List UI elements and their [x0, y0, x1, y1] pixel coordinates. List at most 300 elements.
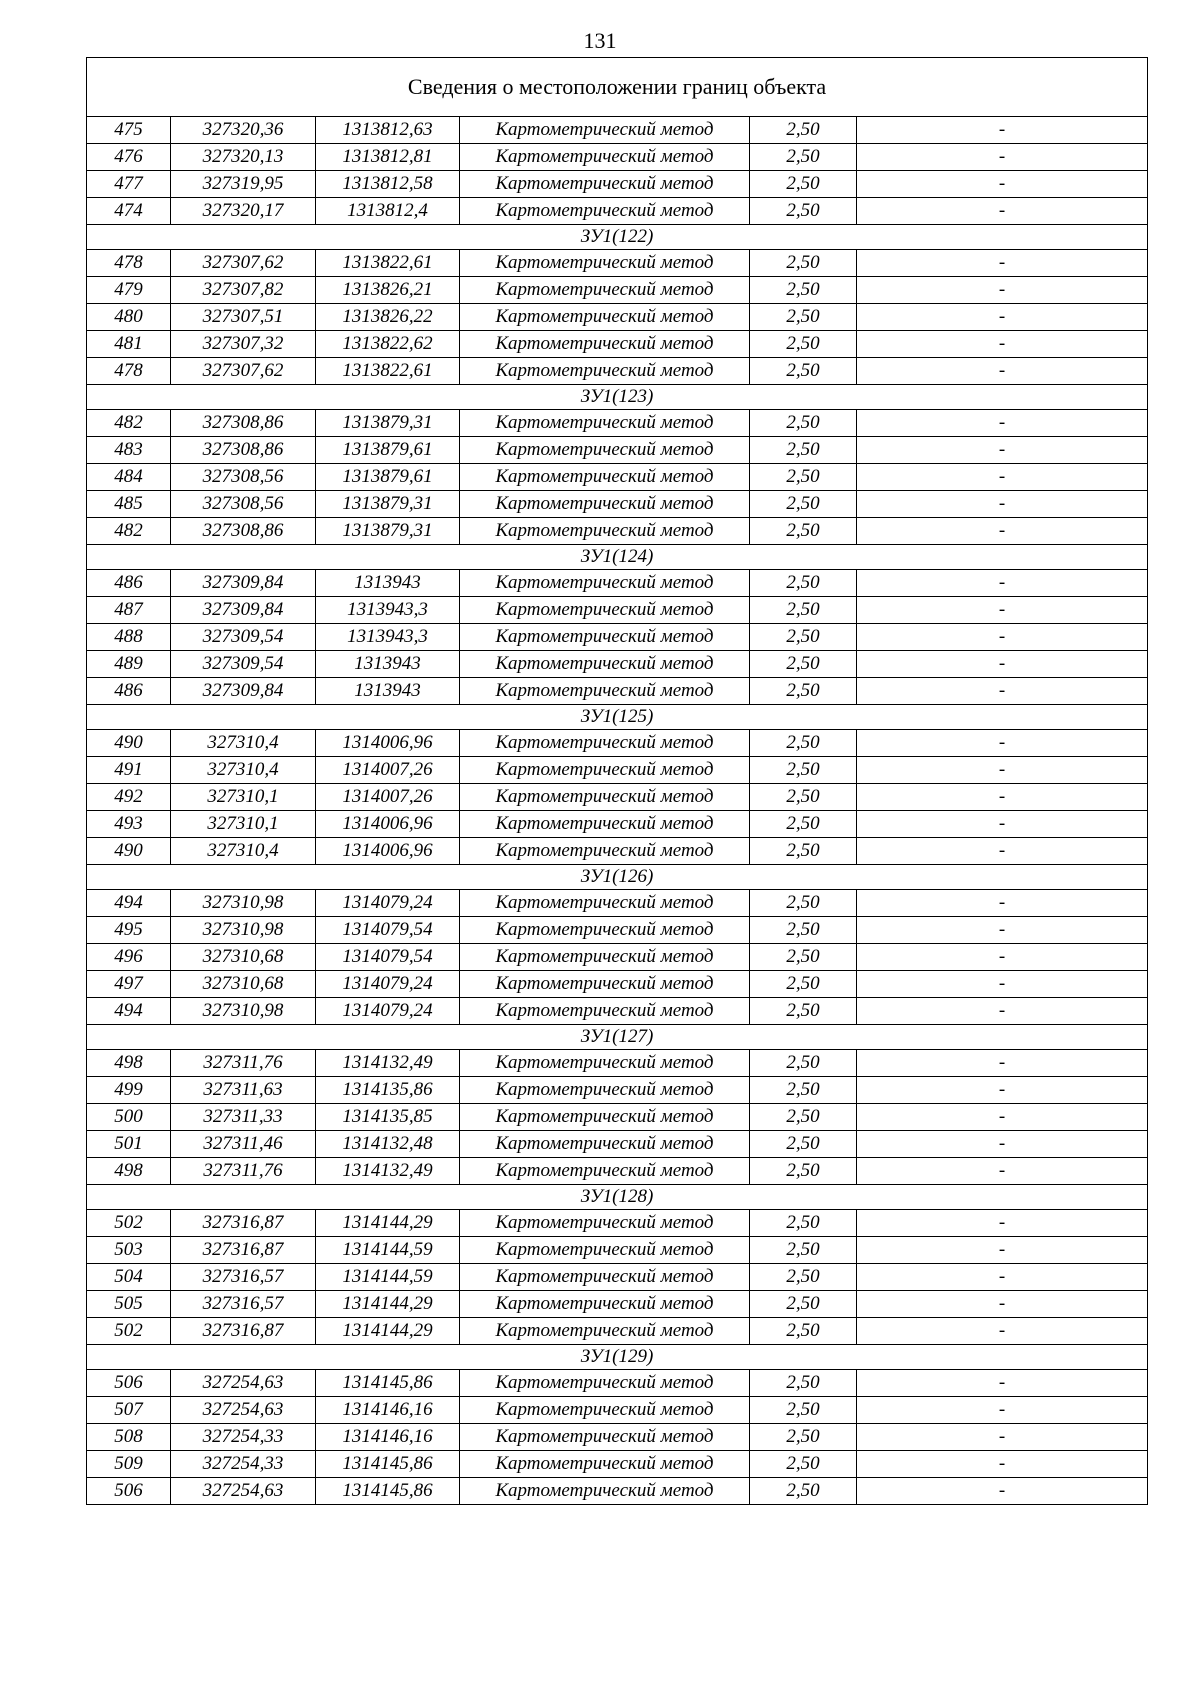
- accuracy-cell: 2,50: [750, 437, 857, 464]
- y-coordinate-cell: 1313822,62: [316, 331, 460, 358]
- section-label: ЗУ1(127): [87, 1025, 1148, 1050]
- method-cell: Картометрический метод: [460, 1264, 750, 1291]
- method-cell: Картометрический метод: [460, 944, 750, 971]
- accuracy-cell: 2,50: [750, 971, 857, 998]
- table-row: [87, 1478, 1148, 1505]
- description-cell: -: [857, 1077, 1148, 1104]
- y-coordinate-cell: 1314145,86: [316, 1451, 460, 1478]
- y-coordinate-cell: 1313943: [316, 678, 460, 705]
- section-label: ЗУ1(123): [87, 385, 1148, 410]
- point-number-cell: 502: [87, 1210, 171, 1237]
- y-coordinate-cell: 1314135,85: [316, 1104, 460, 1131]
- y-coordinate-cell: 1313943: [316, 570, 460, 597]
- accuracy-cell: 2,50: [750, 1264, 857, 1291]
- point-number-cell: 507: [87, 1397, 171, 1424]
- y-coordinate-cell: 1314079,54: [316, 944, 460, 971]
- method-cell: Картометрический метод: [460, 1478, 750, 1505]
- y-coordinate-cell: 1313879,61: [316, 464, 460, 491]
- table-row: [87, 651, 1148, 678]
- y-coordinate-cell: 1314006,96: [316, 730, 460, 757]
- accuracy-cell: 2,50: [750, 304, 857, 331]
- boundary-coordinates-table: [86, 57, 1148, 1505]
- table-row: [87, 624, 1148, 651]
- point-number-cell: 478: [87, 358, 171, 385]
- table-row: [87, 304, 1148, 331]
- table-row: [87, 1104, 1148, 1131]
- x-coordinate-cell: 327310,98: [171, 890, 316, 917]
- point-number-cell: 477: [87, 171, 171, 198]
- point-number-cell: 487: [87, 597, 171, 624]
- method-cell: Картометрический метод: [460, 144, 750, 171]
- accuracy-cell: 2,50: [750, 491, 857, 518]
- section-label: ЗУ1(129): [87, 1345, 1148, 1370]
- point-number-cell: 506: [87, 1478, 171, 1505]
- point-number-cell: 485: [87, 491, 171, 518]
- section-label: ЗУ1(128): [87, 1185, 1148, 1210]
- y-coordinate-cell: 1313879,61: [316, 437, 460, 464]
- point-number-cell: 475: [87, 117, 171, 144]
- description-cell: -: [857, 1104, 1148, 1131]
- description-cell: -: [857, 198, 1148, 225]
- description-cell: -: [857, 1318, 1148, 1345]
- method-cell: Картометрический метод: [460, 678, 750, 705]
- method-cell: Картометрический метод: [460, 1050, 750, 1077]
- y-coordinate-cell: 1314144,59: [316, 1264, 460, 1291]
- description-cell: -: [857, 491, 1148, 518]
- method-cell: Картометрический метод: [460, 624, 750, 651]
- description-cell: -: [857, 1424, 1148, 1451]
- y-coordinate-cell: 1314007,26: [316, 757, 460, 784]
- section-header-row: [87, 705, 1148, 730]
- description-cell: -: [857, 651, 1148, 678]
- description-cell: -: [857, 784, 1148, 811]
- y-coordinate-cell: 1314146,16: [316, 1424, 460, 1451]
- table-title-row: [87, 58, 1148, 117]
- point-number-cell: 501: [87, 1131, 171, 1158]
- x-coordinate-cell: 327310,68: [171, 971, 316, 998]
- table-row: [87, 1264, 1148, 1291]
- section-label: ЗУ1(122): [87, 225, 1148, 250]
- table-row: [87, 784, 1148, 811]
- accuracy-cell: 2,50: [750, 730, 857, 757]
- y-coordinate-cell: 1314135,86: [316, 1077, 460, 1104]
- x-coordinate-cell: 327311,76: [171, 1050, 316, 1077]
- method-cell: Картометрический метод: [460, 838, 750, 865]
- x-coordinate-cell: 327309,54: [171, 651, 316, 678]
- method-cell: Картометрический метод: [460, 1318, 750, 1345]
- y-coordinate-cell: 1314006,96: [316, 811, 460, 838]
- point-number-cell: 497: [87, 971, 171, 998]
- point-number-cell: 504: [87, 1264, 171, 1291]
- table-row: [87, 117, 1148, 144]
- table-row: [87, 1291, 1148, 1318]
- description-cell: -: [857, 838, 1148, 865]
- accuracy-cell: 2,50: [750, 1451, 857, 1478]
- point-number-cell: 489: [87, 651, 171, 678]
- x-coordinate-cell: 327254,33: [171, 1451, 316, 1478]
- table-row: [87, 1424, 1148, 1451]
- point-number-cell: 491: [87, 757, 171, 784]
- table-row: [87, 917, 1148, 944]
- y-coordinate-cell: 1314144,29: [316, 1210, 460, 1237]
- method-cell: Картометрический метод: [460, 811, 750, 838]
- y-coordinate-cell: 1313812,81: [316, 144, 460, 171]
- x-coordinate-cell: 327311,46: [171, 1131, 316, 1158]
- accuracy-cell: 2,50: [750, 331, 857, 358]
- point-number-cell: 484: [87, 464, 171, 491]
- accuracy-cell: 2,50: [750, 944, 857, 971]
- y-coordinate-cell: 1313826,21: [316, 277, 460, 304]
- table-row: [87, 597, 1148, 624]
- method-cell: Картометрический метод: [460, 171, 750, 198]
- description-cell: -: [857, 518, 1148, 545]
- x-coordinate-cell: 327316,57: [171, 1264, 316, 1291]
- x-coordinate-cell: 327310,68: [171, 944, 316, 971]
- method-cell: Картометрический метод: [460, 464, 750, 491]
- accuracy-cell: 2,50: [750, 678, 857, 705]
- accuracy-cell: 2,50: [750, 1318, 857, 1345]
- section-header-row: [87, 865, 1148, 890]
- table-row: [87, 1210, 1148, 1237]
- y-coordinate-cell: 1314132,49: [316, 1158, 460, 1185]
- point-number-cell: 498: [87, 1050, 171, 1077]
- section-header-row: [87, 1185, 1148, 1210]
- method-cell: Картометрический метод: [460, 570, 750, 597]
- table-row: [87, 1397, 1148, 1424]
- method-cell: Картометрический метод: [460, 198, 750, 225]
- description-cell: -: [857, 811, 1148, 838]
- y-coordinate-cell: 1313826,22: [316, 304, 460, 331]
- description-cell: -: [857, 678, 1148, 705]
- point-number-cell: 486: [87, 570, 171, 597]
- accuracy-cell: 2,50: [750, 250, 857, 277]
- description-cell: -: [857, 1264, 1148, 1291]
- description-cell: -: [857, 1451, 1148, 1478]
- point-number-cell: 486: [87, 678, 171, 705]
- method-cell: Картометрический метод: [460, 304, 750, 331]
- method-cell: Картометрический метод: [460, 1397, 750, 1424]
- x-coordinate-cell: 327308,86: [171, 437, 316, 464]
- y-coordinate-cell: 1314146,16: [316, 1397, 460, 1424]
- x-coordinate-cell: 327307,51: [171, 304, 316, 331]
- x-coordinate-cell: 327320,17: [171, 198, 316, 225]
- method-cell: Картометрический метод: [460, 1424, 750, 1451]
- y-coordinate-cell: 1313812,4: [316, 198, 460, 225]
- accuracy-cell: 2,50: [750, 597, 857, 624]
- x-coordinate-cell: 327254,63: [171, 1397, 316, 1424]
- accuracy-cell: 2,50: [750, 838, 857, 865]
- table-row: [87, 250, 1148, 277]
- table-row: [87, 998, 1148, 1025]
- x-coordinate-cell: 327308,56: [171, 464, 316, 491]
- x-coordinate-cell: 327320,13: [171, 144, 316, 171]
- point-number-cell: 493: [87, 811, 171, 838]
- method-cell: Картометрический метод: [460, 250, 750, 277]
- table-row: [87, 1318, 1148, 1345]
- x-coordinate-cell: 327320,36: [171, 117, 316, 144]
- method-cell: Картометрический метод: [460, 651, 750, 678]
- description-cell: -: [857, 1478, 1148, 1505]
- x-coordinate-cell: 327309,54: [171, 624, 316, 651]
- table-row: [87, 1050, 1148, 1077]
- x-coordinate-cell: 327310,98: [171, 998, 316, 1025]
- accuracy-cell: 2,50: [750, 171, 857, 198]
- description-cell: -: [857, 597, 1148, 624]
- table-row: [87, 277, 1148, 304]
- accuracy-cell: 2,50: [750, 998, 857, 1025]
- method-cell: Картометрический метод: [460, 1131, 750, 1158]
- accuracy-cell: 2,50: [750, 784, 857, 811]
- accuracy-cell: 2,50: [750, 570, 857, 597]
- point-number-cell: 480: [87, 304, 171, 331]
- method-cell: Картометрический метод: [460, 917, 750, 944]
- method-cell: Картометрический метод: [460, 117, 750, 144]
- x-coordinate-cell: 327310,4: [171, 838, 316, 865]
- x-coordinate-cell: 327307,62: [171, 250, 316, 277]
- table-row: [87, 331, 1148, 358]
- point-number-cell: 490: [87, 730, 171, 757]
- table-row: [87, 358, 1148, 385]
- description-cell: -: [857, 998, 1148, 1025]
- table-row: [87, 944, 1148, 971]
- section-label: ЗУ1(124): [87, 545, 1148, 570]
- accuracy-cell: 2,50: [750, 624, 857, 651]
- point-number-cell: 492: [87, 784, 171, 811]
- point-number-cell: 503: [87, 1237, 171, 1264]
- section-header-row: [87, 225, 1148, 250]
- method-cell: Картометрический метод: [460, 1104, 750, 1131]
- y-coordinate-cell: 1313943,3: [316, 624, 460, 651]
- section-label: ЗУ1(125): [87, 705, 1148, 730]
- description-cell: -: [857, 890, 1148, 917]
- y-coordinate-cell: 1313879,31: [316, 491, 460, 518]
- accuracy-cell: 2,50: [750, 1210, 857, 1237]
- description-cell: -: [857, 917, 1148, 944]
- x-coordinate-cell: 327309,84: [171, 678, 316, 705]
- x-coordinate-cell: 327308,56: [171, 491, 316, 518]
- accuracy-cell: 2,50: [750, 1370, 857, 1397]
- table-row: [87, 838, 1148, 865]
- table-row: [87, 570, 1148, 597]
- table-row: [87, 890, 1148, 917]
- description-cell: -: [857, 331, 1148, 358]
- point-number-cell: 481: [87, 331, 171, 358]
- accuracy-cell: 2,50: [750, 1478, 857, 1505]
- method-cell: Картометрический метод: [460, 1370, 750, 1397]
- method-cell: Картометрический метод: [460, 784, 750, 811]
- point-number-cell: 479: [87, 277, 171, 304]
- point-number-cell: 482: [87, 410, 171, 437]
- table-row: [87, 1237, 1148, 1264]
- description-cell: -: [857, 944, 1148, 971]
- section-header-row: [87, 385, 1148, 410]
- x-coordinate-cell: 327308,86: [171, 518, 316, 545]
- x-coordinate-cell: 327311,63: [171, 1077, 316, 1104]
- section-header-row: [87, 1025, 1148, 1050]
- accuracy-cell: 2,50: [750, 518, 857, 545]
- y-coordinate-cell: 1314079,54: [316, 917, 460, 944]
- method-cell: Картометрический метод: [460, 890, 750, 917]
- point-number-cell: 502: [87, 1318, 171, 1345]
- description-cell: -: [857, 250, 1148, 277]
- method-cell: Картометрический метод: [460, 358, 750, 385]
- y-coordinate-cell: 1313943,3: [316, 597, 460, 624]
- method-cell: Картометрический метод: [460, 410, 750, 437]
- table-row: [87, 437, 1148, 464]
- description-cell: -: [857, 624, 1148, 651]
- x-coordinate-cell: 327310,1: [171, 784, 316, 811]
- method-cell: Картометрический метод: [460, 1451, 750, 1478]
- accuracy-cell: 2,50: [750, 917, 857, 944]
- accuracy-cell: 2,50: [750, 1050, 857, 1077]
- accuracy-cell: 2,50: [750, 410, 857, 437]
- page-number: 131: [583, 28, 617, 53]
- x-coordinate-cell: 327307,32: [171, 331, 316, 358]
- y-coordinate-cell: 1314006,96: [316, 838, 460, 865]
- point-number-cell: 505: [87, 1291, 171, 1318]
- y-coordinate-cell: 1314145,86: [316, 1370, 460, 1397]
- y-coordinate-cell: 1313879,31: [316, 518, 460, 545]
- x-coordinate-cell: 327308,86: [171, 410, 316, 437]
- point-number-cell: 496: [87, 944, 171, 971]
- x-coordinate-cell: 327311,33: [171, 1104, 316, 1131]
- x-coordinate-cell: 327316,57: [171, 1291, 316, 1318]
- accuracy-cell: 2,50: [750, 1158, 857, 1185]
- x-coordinate-cell: 327310,98: [171, 917, 316, 944]
- method-cell: Картометрический метод: [460, 277, 750, 304]
- y-coordinate-cell: 1313879,31: [316, 410, 460, 437]
- description-cell: -: [857, 1158, 1148, 1185]
- point-number-cell: 494: [87, 890, 171, 917]
- accuracy-cell: 2,50: [750, 198, 857, 225]
- x-coordinate-cell: 327309,84: [171, 597, 316, 624]
- table-row: [87, 518, 1148, 545]
- method-cell: Картометрический метод: [460, 1210, 750, 1237]
- x-coordinate-cell: 327309,84: [171, 570, 316, 597]
- accuracy-cell: 2,50: [750, 144, 857, 171]
- accuracy-cell: 2,50: [750, 464, 857, 491]
- table-row: [87, 144, 1148, 171]
- table-row: [87, 1370, 1148, 1397]
- description-cell: -: [857, 410, 1148, 437]
- description-cell: -: [857, 1291, 1148, 1318]
- description-cell: -: [857, 358, 1148, 385]
- table-row: [87, 1451, 1148, 1478]
- x-coordinate-cell: 327319,95: [171, 171, 316, 198]
- table-row: [87, 171, 1148, 198]
- y-coordinate-cell: 1313822,61: [316, 358, 460, 385]
- x-coordinate-cell: 327307,82: [171, 277, 316, 304]
- accuracy-cell: 2,50: [750, 1131, 857, 1158]
- accuracy-cell: 2,50: [750, 757, 857, 784]
- accuracy-cell: 2,50: [750, 1077, 857, 1104]
- y-coordinate-cell: 1314144,29: [316, 1291, 460, 1318]
- table-row: [87, 1158, 1148, 1185]
- x-coordinate-cell: 327310,4: [171, 757, 316, 784]
- y-coordinate-cell: 1313943: [316, 651, 460, 678]
- description-cell: -: [857, 1370, 1148, 1397]
- y-coordinate-cell: 1314079,24: [316, 971, 460, 998]
- accuracy-cell: 2,50: [750, 358, 857, 385]
- y-coordinate-cell: 1314132,49: [316, 1050, 460, 1077]
- description-cell: -: [857, 437, 1148, 464]
- method-cell: Картометрический метод: [460, 757, 750, 784]
- description-cell: -: [857, 277, 1148, 304]
- y-coordinate-cell: 1314079,24: [316, 998, 460, 1025]
- method-cell: Картометрический метод: [460, 1237, 750, 1264]
- accuracy-cell: 2,50: [750, 1104, 857, 1131]
- y-coordinate-cell: 1314145,86: [316, 1478, 460, 1505]
- method-cell: Картометрический метод: [460, 730, 750, 757]
- description-cell: -: [857, 117, 1148, 144]
- table-row: [87, 971, 1148, 998]
- point-number-cell: 490: [87, 838, 171, 865]
- section-header-row: [87, 1345, 1148, 1370]
- table-row: [87, 678, 1148, 705]
- x-coordinate-cell: 327316,87: [171, 1210, 316, 1237]
- point-number-cell: 482: [87, 518, 171, 545]
- table-title: Сведения о местоположении границ объекта: [87, 58, 1148, 117]
- description-cell: -: [857, 1131, 1148, 1158]
- x-coordinate-cell: 327254,63: [171, 1370, 316, 1397]
- description-cell: -: [857, 730, 1148, 757]
- point-number-cell: 488: [87, 624, 171, 651]
- method-cell: Картометрический метод: [460, 597, 750, 624]
- description-cell: -: [857, 570, 1148, 597]
- x-coordinate-cell: 327311,76: [171, 1158, 316, 1185]
- description-cell: -: [857, 757, 1148, 784]
- accuracy-cell: 2,50: [750, 1424, 857, 1451]
- method-cell: Картометрический метод: [460, 331, 750, 358]
- table-row: [87, 410, 1148, 437]
- point-number-cell: 508: [87, 1424, 171, 1451]
- table-row: [87, 1131, 1148, 1158]
- accuracy-cell: 2,50: [750, 651, 857, 678]
- accuracy-cell: 2,50: [750, 117, 857, 144]
- y-coordinate-cell: 1314007,26: [316, 784, 460, 811]
- method-cell: Картометрический метод: [460, 1158, 750, 1185]
- method-cell: Картометрический метод: [460, 491, 750, 518]
- accuracy-cell: 2,50: [750, 811, 857, 838]
- y-coordinate-cell: 1314144,29: [316, 1318, 460, 1345]
- table-body: [87, 58, 1148, 1505]
- x-coordinate-cell: 327316,87: [171, 1318, 316, 1345]
- point-number-cell: 478: [87, 250, 171, 277]
- table-row: [87, 198, 1148, 225]
- description-cell: -: [857, 171, 1148, 198]
- accuracy-cell: 2,50: [750, 277, 857, 304]
- point-number-cell: 495: [87, 917, 171, 944]
- point-number-cell: 494: [87, 998, 171, 1025]
- x-coordinate-cell: 327254,33: [171, 1424, 316, 1451]
- method-cell: Картометрический метод: [460, 518, 750, 545]
- y-coordinate-cell: 1314144,59: [316, 1237, 460, 1264]
- point-number-cell: 474: [87, 198, 171, 225]
- y-coordinate-cell: 1313812,58: [316, 171, 460, 198]
- y-coordinate-cell: 1313822,61: [316, 250, 460, 277]
- method-cell: Картометрический метод: [460, 437, 750, 464]
- x-coordinate-cell: 327310,4: [171, 730, 316, 757]
- x-coordinate-cell: 327310,1: [171, 811, 316, 838]
- description-cell: -: [857, 304, 1148, 331]
- accuracy-cell: 2,50: [750, 890, 857, 917]
- point-number-cell: 476: [87, 144, 171, 171]
- table-row: [87, 1077, 1148, 1104]
- description-cell: -: [857, 144, 1148, 171]
- point-number-cell: 506: [87, 1370, 171, 1397]
- accuracy-cell: 2,50: [750, 1397, 857, 1424]
- y-coordinate-cell: 1314132,48: [316, 1131, 460, 1158]
